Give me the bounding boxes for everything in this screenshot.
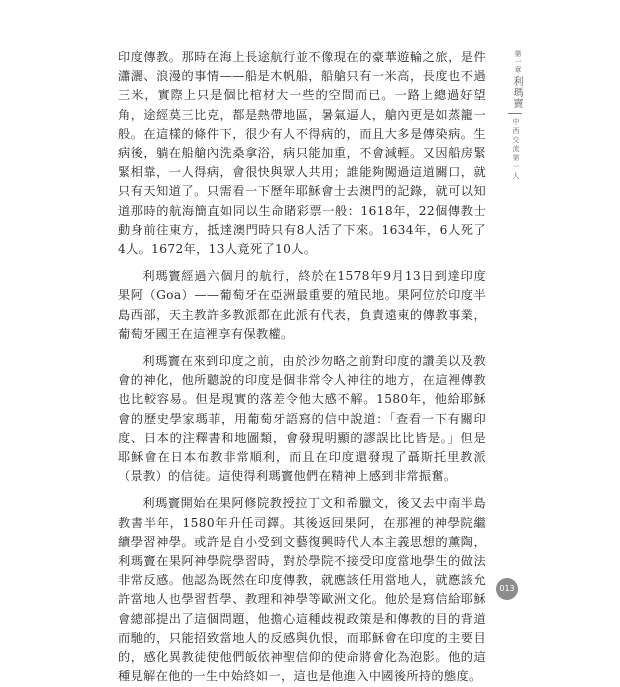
page-number: 013 bbox=[496, 578, 518, 600]
sidebar-divider bbox=[508, 113, 522, 114]
chapter-label: 第一章 bbox=[514, 50, 522, 74]
chapter-sidebar bbox=[502, 50, 528, 181]
body-text bbox=[118, 48, 486, 687]
paragraph-2: 利瑪竇經過六個月的航行，終於在1578年9月13日到達印度果阿（Goa）——葡萄牙在亞洲最重要的殖民地。果阿位於印度半島西部，天主教許多教派都在此派有代表，負責遠東的傳教事業，葡萄牙國王在這裡享有保教權。 bbox=[118, 269, 486, 341]
paragraph-4: 利瑪竇開始在果阿修院教授拉丁文和希臘文，後又去中南半島教書半年，1580年升任司鐸。其後返回果阿，在那裡的神學院繼續學習神學。或許是自小受到文藝復興時代人本主義思想的薰陶，利瑪竇在果阿神學院學習時，對於學院不接受印度當地學生的做法非常反感。他認為既然在印度傳教，就應該任用當地人，就應該允許當地人也學習哲學、教理和神學等歐洲文化。他於是寫信給耶穌會總部提出了這個問題，他擔心這種歧視政策是和傳教的目的背道而馳的，只能招致當地人的反感與仇恨，而耶穌會在印度的主要目的，感化異教徒使他們皈依神聖信仰的使命將會化為泡影。他的這種見解在他的一生中始終如一，這也是他進入中國後所持的態度。 bbox=[118, 496, 486, 684]
paragraph-1: 印度傳教。那時在海上長途航行並不像現在的豪華遊輪之旅，是件瀟灑、浪漫的事情——船是木帆船，船艙只有一米高，長度也不過三米，實際上只是個比棺材大一些的空間而已。一路上總過好望角，途經莫三比克，都是熱帶地區，暑氣逼人，艙內更是如蒸籠一般。在這樣的條件下，很少有人不得病的，而且大多是傳染病。生病後，躺在船艙內洗桑拿浴，病只能加重，不會減輕。又因船房緊緊相靠，一人得病，會很快與眾人共用；誰能夠闖過這道關口，就只有天知道了。只需看一下歷年耶穌會士去澳門的記錄，就可以知道那時的航海簡直如同以生命賭彩票一般：1618年，22個傳教士動身前往東方，抵達澳門時只有8人活了下來。1634年，6人死了4人。1672年，13人竟死了10人。 bbox=[118, 50, 486, 257]
chapter-subtitle: 中西交流第一人 bbox=[512, 118, 520, 181]
paragraph-3: 利瑪竇在來到印度之前，由於沙勿略之前對印度的讚美以及教會的神化，他所聽說的印度是個非常令人神往的地方，在這裡傳教也比較容易。但是現實的落差令他大感不解。1580年，他給耶穌會的歷史學家瑪菲，用葡萄牙語寫的信中說道：「查看一下有關印度、日本的注釋書和地圖類，會發現明顯的謬誤比比皆是。」但是耶穌會在日本布教非常順利，而且在印度還發現了聶斯托里教派（景教）的信徒。這使得利瑪竇他們在精神上感到非常振奮。 bbox=[118, 354, 486, 484]
chapter-name: 利瑪竇 bbox=[511, 76, 522, 109]
